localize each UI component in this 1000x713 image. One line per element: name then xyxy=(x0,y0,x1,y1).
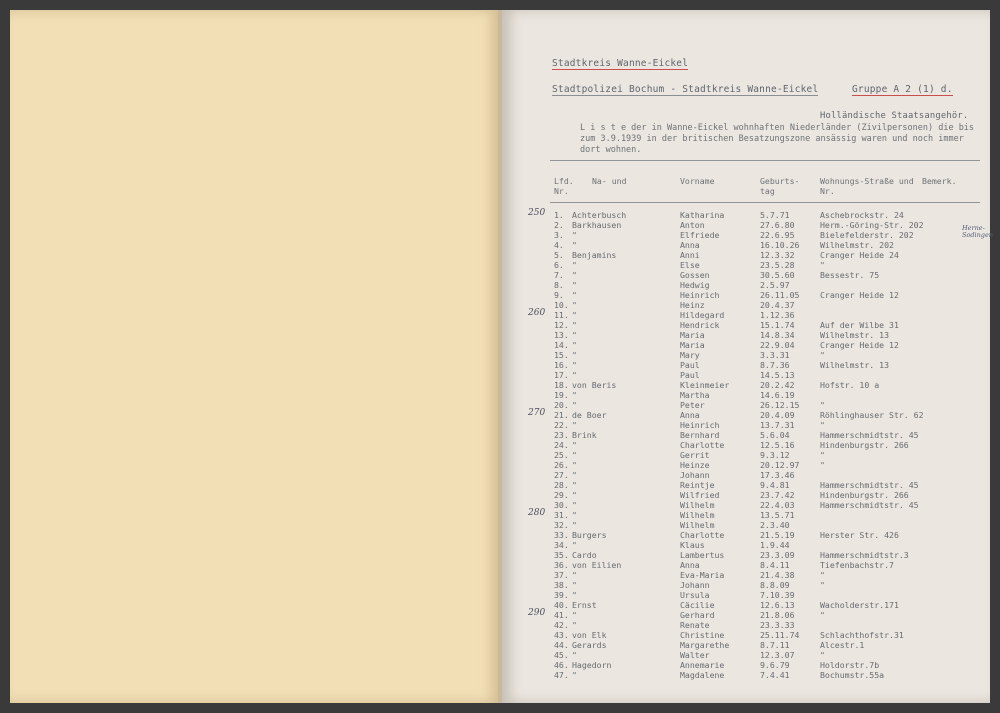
margin-mark: 280 xyxy=(528,508,546,518)
row-birthdate: 2.3.40 xyxy=(760,520,790,530)
row-firstname: Charlotte xyxy=(680,440,725,450)
list-row xyxy=(502,580,990,590)
row-number: 9. xyxy=(554,290,564,300)
margin-mark: 250 xyxy=(528,208,546,218)
row-surname: " xyxy=(572,330,577,340)
row-address: Hammerschmidtstr. 45 xyxy=(820,500,919,510)
row-address: Hofstr. 10 a xyxy=(820,380,880,390)
row-number: 13. xyxy=(554,330,569,340)
row-birthdate: 26.12.15 xyxy=(760,400,800,410)
row-birthdate: 13.5.71 xyxy=(760,510,795,520)
col-bemerk: Bemerk. xyxy=(922,176,957,186)
row-number: 25. xyxy=(554,450,569,460)
list-row xyxy=(502,340,990,350)
row-firstname: Paul xyxy=(680,370,700,380)
row-birthdate: 30.5.60 xyxy=(760,270,795,280)
row-number: 2. xyxy=(554,220,564,230)
row-firstname: Charlotte xyxy=(680,530,725,540)
row-firstname: Gerhard xyxy=(680,610,715,620)
row-address: " xyxy=(820,420,825,430)
row-address: Hammerschmidtstr. 45 xyxy=(820,480,919,490)
row-birthdate: 12.5.16 xyxy=(760,440,795,450)
row-address: " xyxy=(820,580,825,590)
row-surname: Hagedorn xyxy=(572,660,612,670)
row-address: " xyxy=(820,350,825,360)
row-number: 15. xyxy=(554,350,569,360)
row-firstname: Martha xyxy=(680,390,710,400)
list-row xyxy=(502,430,990,440)
row-firstname: Paul xyxy=(680,360,700,370)
row-birthdate: 8.8.09 xyxy=(760,580,790,590)
row-birthdate: 9.3.12 xyxy=(760,450,790,460)
row-address: " xyxy=(820,650,825,660)
list-row xyxy=(502,590,990,600)
row-surname: de Boer xyxy=(572,410,607,420)
row-birthdate: 21.8.06 xyxy=(760,610,795,620)
row-number: 37. xyxy=(554,570,569,580)
row-number: 12. xyxy=(554,320,569,330)
row-birthdate: 14.8.34 xyxy=(760,330,795,340)
row-surname: von Beris xyxy=(572,380,617,390)
row-surname: von Eilien xyxy=(572,560,622,570)
row-number: 24. xyxy=(554,440,569,450)
row-firstname: Wilfried xyxy=(680,490,720,500)
row-number: 20. xyxy=(554,400,569,410)
row-firstname: Ursula xyxy=(680,590,710,600)
row-firstname: Elfriede xyxy=(680,230,720,240)
row-birthdate: 23.5.28 xyxy=(760,260,795,270)
row-surname: Brink xyxy=(572,430,597,440)
list-row xyxy=(502,320,990,330)
intro-text: L i s t e der in Wanne-Eickel wohnhaften Niederländer (Zivilpersonen) die bis zum 3.9.1939 in der britischen Besatzungszone ansässig waren und noch immer dort wohnen. xyxy=(580,123,975,155)
row-birthdate: 14.6.19 xyxy=(760,390,795,400)
row-firstname: Margarethe xyxy=(680,640,730,650)
col-vorname: Vorname xyxy=(680,176,715,186)
row-birthdate: 21.5.19 xyxy=(760,530,795,540)
row-surname: Burgers xyxy=(572,530,607,540)
row-firstname: Johann xyxy=(680,580,710,590)
row-surname: " xyxy=(572,570,577,580)
row-address: " xyxy=(820,400,825,410)
margin-note: Herne-Sodingen xyxy=(962,224,993,239)
list-row xyxy=(502,660,990,670)
row-surname: Ernst xyxy=(572,600,597,610)
row-surname: " xyxy=(572,290,577,300)
list-row xyxy=(502,650,990,660)
list-row xyxy=(502,420,990,430)
row-number: 36. xyxy=(554,560,569,570)
row-surname: " xyxy=(572,370,577,380)
row-number: 3. xyxy=(554,230,564,240)
row-birthdate: 20.4.09 xyxy=(760,410,795,420)
row-birthdate: 12.3.07 xyxy=(760,650,795,660)
list-row xyxy=(502,610,990,620)
row-birthdate: 27.6.80 xyxy=(760,220,795,230)
row-birthdate: 20.12.97 xyxy=(760,460,800,470)
list-row xyxy=(502,600,990,610)
list-row xyxy=(502,350,990,360)
list-row xyxy=(502,620,990,630)
row-number: 42. xyxy=(554,620,569,630)
row-birthdate: 9.4.81 xyxy=(760,480,790,490)
row-number: 45. xyxy=(554,650,569,660)
row-number: 30. xyxy=(554,500,569,510)
list-row xyxy=(502,460,990,470)
row-number: 4. xyxy=(554,240,564,250)
row-address: " xyxy=(820,460,825,470)
row-number: 38. xyxy=(554,580,569,590)
row-surname: " xyxy=(572,590,577,600)
row-firstname: Heinrich xyxy=(680,420,720,430)
row-birthdate: 21.4.38 xyxy=(760,570,795,580)
row-number: 21. xyxy=(554,410,569,420)
row-birthdate: 5.7.71 xyxy=(760,210,790,220)
row-address: " xyxy=(820,260,825,270)
row-birthdate: 22.4.03 xyxy=(760,500,795,510)
row-firstname: Renate xyxy=(680,620,710,630)
document-spread xyxy=(10,10,993,703)
row-surname: Gerards xyxy=(572,640,607,650)
row-address: Herm.-Göring-Str. 202 xyxy=(820,220,924,230)
list-row xyxy=(502,560,990,570)
row-birthdate: 3.3.31 xyxy=(760,350,790,360)
row-number: 7. xyxy=(554,270,564,280)
row-surname: von Elk xyxy=(572,630,607,640)
row-number: 5. xyxy=(554,250,564,260)
row-firstname: Annemarie xyxy=(680,660,725,670)
row-surname: Cardo xyxy=(572,550,597,560)
row-surname: " xyxy=(572,420,577,430)
row-surname: " xyxy=(572,620,577,630)
list-row xyxy=(502,470,990,480)
row-number: 31. xyxy=(554,510,569,520)
row-surname: " xyxy=(572,480,577,490)
row-surname: " xyxy=(572,390,577,400)
row-birthdate: 7.4.41 xyxy=(760,670,790,680)
row-firstname: Christine xyxy=(680,630,725,640)
row-number: 17. xyxy=(554,370,569,380)
row-firstname: Wilhelm xyxy=(680,520,715,530)
row-number: 1. xyxy=(554,210,564,220)
list-row xyxy=(502,300,990,310)
row-surname: " xyxy=(572,460,577,470)
list-row xyxy=(502,250,990,260)
row-surname: " xyxy=(572,670,577,680)
list-row xyxy=(502,550,990,560)
row-address: Wilhelmstr. 202 xyxy=(820,240,894,250)
list-row xyxy=(502,280,990,290)
row-birthdate: 14.5.13 xyxy=(760,370,795,380)
right-page xyxy=(502,10,993,703)
list-row xyxy=(502,440,990,450)
row-surname: " xyxy=(572,240,577,250)
row-number: 6. xyxy=(554,260,564,270)
row-firstname: Peter xyxy=(680,400,705,410)
row-address: Hindenburgstr. 266 xyxy=(820,440,909,450)
col-wohnung: Wohnungs-Straße und Nr. xyxy=(820,176,914,196)
row-firstname: Walter xyxy=(680,650,710,660)
row-birthdate: 17.3.46 xyxy=(760,470,795,480)
row-address: Alcestr.1 xyxy=(820,640,865,650)
row-firstname: Maria xyxy=(680,340,705,350)
row-number: 10. xyxy=(554,300,569,310)
list-row xyxy=(502,330,990,340)
row-firstname: Johann xyxy=(680,470,710,480)
row-firstname: Gerrit xyxy=(680,450,710,460)
row-firstname: Hedwig xyxy=(680,280,710,290)
row-number: 19. xyxy=(554,390,569,400)
list-row xyxy=(502,510,990,520)
list-row xyxy=(502,640,990,650)
row-surname: " xyxy=(572,300,577,310)
row-address: Herster Str. 426 xyxy=(820,530,899,540)
row-surname: Benjamins xyxy=(572,250,617,260)
list-row xyxy=(502,270,990,280)
row-birthdate: 22.9.04 xyxy=(760,340,795,350)
row-firstname: Magdalene xyxy=(680,670,725,680)
list-row xyxy=(502,370,990,380)
row-surname: " xyxy=(572,360,577,370)
row-firstname: Heinrich xyxy=(680,290,720,300)
list-row xyxy=(502,570,990,580)
list-row xyxy=(502,310,990,320)
row-firstname: Heinz xyxy=(680,300,705,310)
row-birthdate: 20.2.42 xyxy=(760,380,795,390)
row-firstname: Hendrick xyxy=(680,320,720,330)
row-firstname: Anna xyxy=(680,410,700,420)
row-firstname: Anna xyxy=(680,560,700,570)
header-stadtpolizei: Stadtpolizei Bochum - Stadtkreis Wanne-Eickel xyxy=(552,84,819,95)
row-firstname: Else xyxy=(680,260,700,270)
row-firstname: Wilhelm xyxy=(680,510,715,520)
row-firstname: Anton xyxy=(680,220,705,230)
row-number: 46. xyxy=(554,660,569,670)
row-firstname: Lambertus xyxy=(680,550,725,560)
row-number: 27. xyxy=(554,470,569,480)
row-address: Hammerschmidtstr.3 xyxy=(820,550,909,560)
list-row xyxy=(502,490,990,500)
row-address: Wilhelmstr. 13 xyxy=(820,360,890,370)
row-birthdate: 1.9.44 xyxy=(760,540,790,550)
list-row xyxy=(502,230,990,240)
row-birthdate: 9.6.79 xyxy=(760,660,790,670)
row-address: Aschebrockstr. 24 xyxy=(820,210,904,220)
row-address: Tiefenbachstr.7 xyxy=(820,560,894,570)
row-surname: " xyxy=(572,650,577,660)
row-surname: " xyxy=(572,440,577,450)
row-birthdate: 12.3.32 xyxy=(760,250,795,260)
list-row xyxy=(502,450,990,460)
row-surname: " xyxy=(572,230,577,240)
row-surname: " xyxy=(572,310,577,320)
row-address: Hindenburgstr. 266 xyxy=(820,490,909,500)
list-row xyxy=(502,500,990,510)
list-row xyxy=(502,290,990,300)
list-row xyxy=(502,480,990,490)
row-address: Schlachthofstr.31 xyxy=(820,630,904,640)
row-surname: " xyxy=(572,500,577,510)
list-row xyxy=(502,220,990,230)
row-address: " xyxy=(820,450,825,460)
row-number: 40. xyxy=(554,600,569,610)
row-address: Wacholderstr.171 xyxy=(820,600,899,610)
col-name: Na- und xyxy=(592,176,627,186)
row-surname: " xyxy=(572,540,577,550)
row-firstname: Wilhelm xyxy=(680,500,715,510)
row-birthdate: 23.7.42 xyxy=(760,490,795,500)
row-number: 18. xyxy=(554,380,569,390)
col-nr: Lfd. Nr. xyxy=(554,176,574,196)
row-firstname: Katharina xyxy=(680,210,725,220)
row-number: 26. xyxy=(554,460,569,470)
margin-mark: 290 xyxy=(528,608,546,618)
row-address: Cranger Heide 12 xyxy=(820,340,899,350)
row-birthdate: 8.7.36 xyxy=(760,360,790,370)
row-firstname: Mary xyxy=(680,350,700,360)
col-geburtstag: Geburts- tag xyxy=(760,176,800,196)
row-birthdate: 5.6.04 xyxy=(760,430,790,440)
row-firstname: Anni xyxy=(680,250,700,260)
row-number: 34. xyxy=(554,540,569,550)
row-surname: " xyxy=(572,580,577,590)
row-address: Bielefelderstr. 202 xyxy=(820,230,914,240)
row-surname: " xyxy=(572,270,577,280)
row-surname: " xyxy=(572,350,577,360)
row-surname: " xyxy=(572,610,577,620)
row-surname: " xyxy=(572,470,577,480)
list-row xyxy=(502,410,990,420)
row-birthdate: 2.5.97 xyxy=(760,280,790,290)
row-firstname: Gossen xyxy=(680,270,710,280)
row-address: Hammerschmidtstr. 45 xyxy=(820,430,919,440)
row-birthdate: 22.6.95 xyxy=(760,230,795,240)
row-number: 39. xyxy=(554,590,569,600)
row-birthdate: 23.3.09 xyxy=(760,550,795,560)
row-firstname: Cäcilie xyxy=(680,600,715,610)
list-row xyxy=(502,520,990,530)
row-birthdate: 13.7.31 xyxy=(760,420,795,430)
list-row xyxy=(502,400,990,410)
row-number: 32. xyxy=(554,520,569,530)
row-address: " xyxy=(820,570,825,580)
row-number: 43. xyxy=(554,630,569,640)
row-address: Wilhelmstr. 13 xyxy=(820,330,890,340)
row-surname: " xyxy=(572,490,577,500)
list-row xyxy=(502,390,990,400)
row-surname: " xyxy=(572,320,577,330)
row-surname: Barkhausen xyxy=(572,220,622,230)
row-surname: " xyxy=(572,280,577,290)
margin-mark: 260 xyxy=(528,308,546,318)
row-birthdate: 15.1.74 xyxy=(760,320,795,330)
list-row xyxy=(502,630,990,640)
row-number: 41. xyxy=(554,610,569,620)
row-birthdate: 25.11.74 xyxy=(760,630,800,640)
row-firstname: Hildegard xyxy=(680,310,725,320)
header-stadtkreis: Stadtkreis Wanne-Eickel xyxy=(552,58,689,69)
row-firstname: Maria xyxy=(680,330,705,340)
row-number: 14. xyxy=(554,340,569,350)
row-surname: " xyxy=(572,520,577,530)
row-birthdate: 8.7.11 xyxy=(760,640,790,650)
list-row xyxy=(502,540,990,550)
left-page-blank xyxy=(10,10,500,703)
list-row xyxy=(502,360,990,370)
row-birthdate: 1.12.36 xyxy=(760,310,795,320)
row-number: 23. xyxy=(554,430,569,440)
row-surname: " xyxy=(572,260,577,270)
row-number: 29. xyxy=(554,490,569,500)
row-birthdate: 8.4.11 xyxy=(760,560,790,570)
row-address: Bessestr. 75 xyxy=(820,270,880,280)
row-address: Bochumstr.55a xyxy=(820,670,885,680)
list-row xyxy=(502,530,990,540)
row-address: " xyxy=(820,610,825,620)
row-birthdate: 16.10.26 xyxy=(760,240,800,250)
row-birthdate: 26.11.05 xyxy=(760,290,800,300)
row-surname: Achterbusch xyxy=(572,210,627,220)
row-surname: " xyxy=(572,400,577,410)
row-firstname: Reintje xyxy=(680,480,715,490)
row-surname: " xyxy=(572,450,577,460)
row-firstname: Heinze xyxy=(680,460,710,470)
margin-mark: 270 xyxy=(528,408,546,418)
row-firstname: Kleinmeier xyxy=(680,380,730,390)
list-row xyxy=(502,260,990,270)
row-surname: " xyxy=(572,340,577,350)
list-row xyxy=(502,380,990,390)
row-number: 33. xyxy=(554,530,569,540)
row-birthdate: 20.4.37 xyxy=(760,300,795,310)
row-number: 8. xyxy=(554,280,564,290)
row-firstname: Anna xyxy=(680,240,700,250)
header-nationality: Holländische Staatsangehör. xyxy=(820,111,969,121)
row-number: 16. xyxy=(554,360,569,370)
row-number: 47. xyxy=(554,670,569,680)
row-surname: " xyxy=(572,510,577,520)
row-firstname: Klaus xyxy=(680,540,705,550)
row-birthdate: 7.10.39 xyxy=(760,590,795,600)
rule-header xyxy=(550,202,980,203)
list-row xyxy=(502,240,990,250)
row-address: Holdorstr.7b xyxy=(820,660,880,670)
row-number: 22. xyxy=(554,420,569,430)
row-address: Röhlinghauser Str. 62 xyxy=(820,410,924,420)
list-row xyxy=(502,670,990,680)
row-number: 28. xyxy=(554,480,569,490)
row-number: 11. xyxy=(554,310,569,320)
header-gruppe: Gruppe A 2 (1) d. xyxy=(852,84,953,95)
row-address: Cranger Heide 12 xyxy=(820,290,899,300)
row-birthdate: 12.6.13 xyxy=(760,600,795,610)
row-firstname: Eva-Maria xyxy=(680,570,725,580)
row-birthdate: 23.3.33 xyxy=(760,620,795,630)
rule-top xyxy=(550,160,980,161)
list-row xyxy=(502,210,990,220)
row-address: Cranger Heide 24 xyxy=(820,250,899,260)
row-firstname: Bernhard xyxy=(680,430,720,440)
row-number: 35. xyxy=(554,550,569,560)
row-address: Auf der Wilbe 31 xyxy=(820,320,899,330)
row-number: 44. xyxy=(554,640,569,650)
